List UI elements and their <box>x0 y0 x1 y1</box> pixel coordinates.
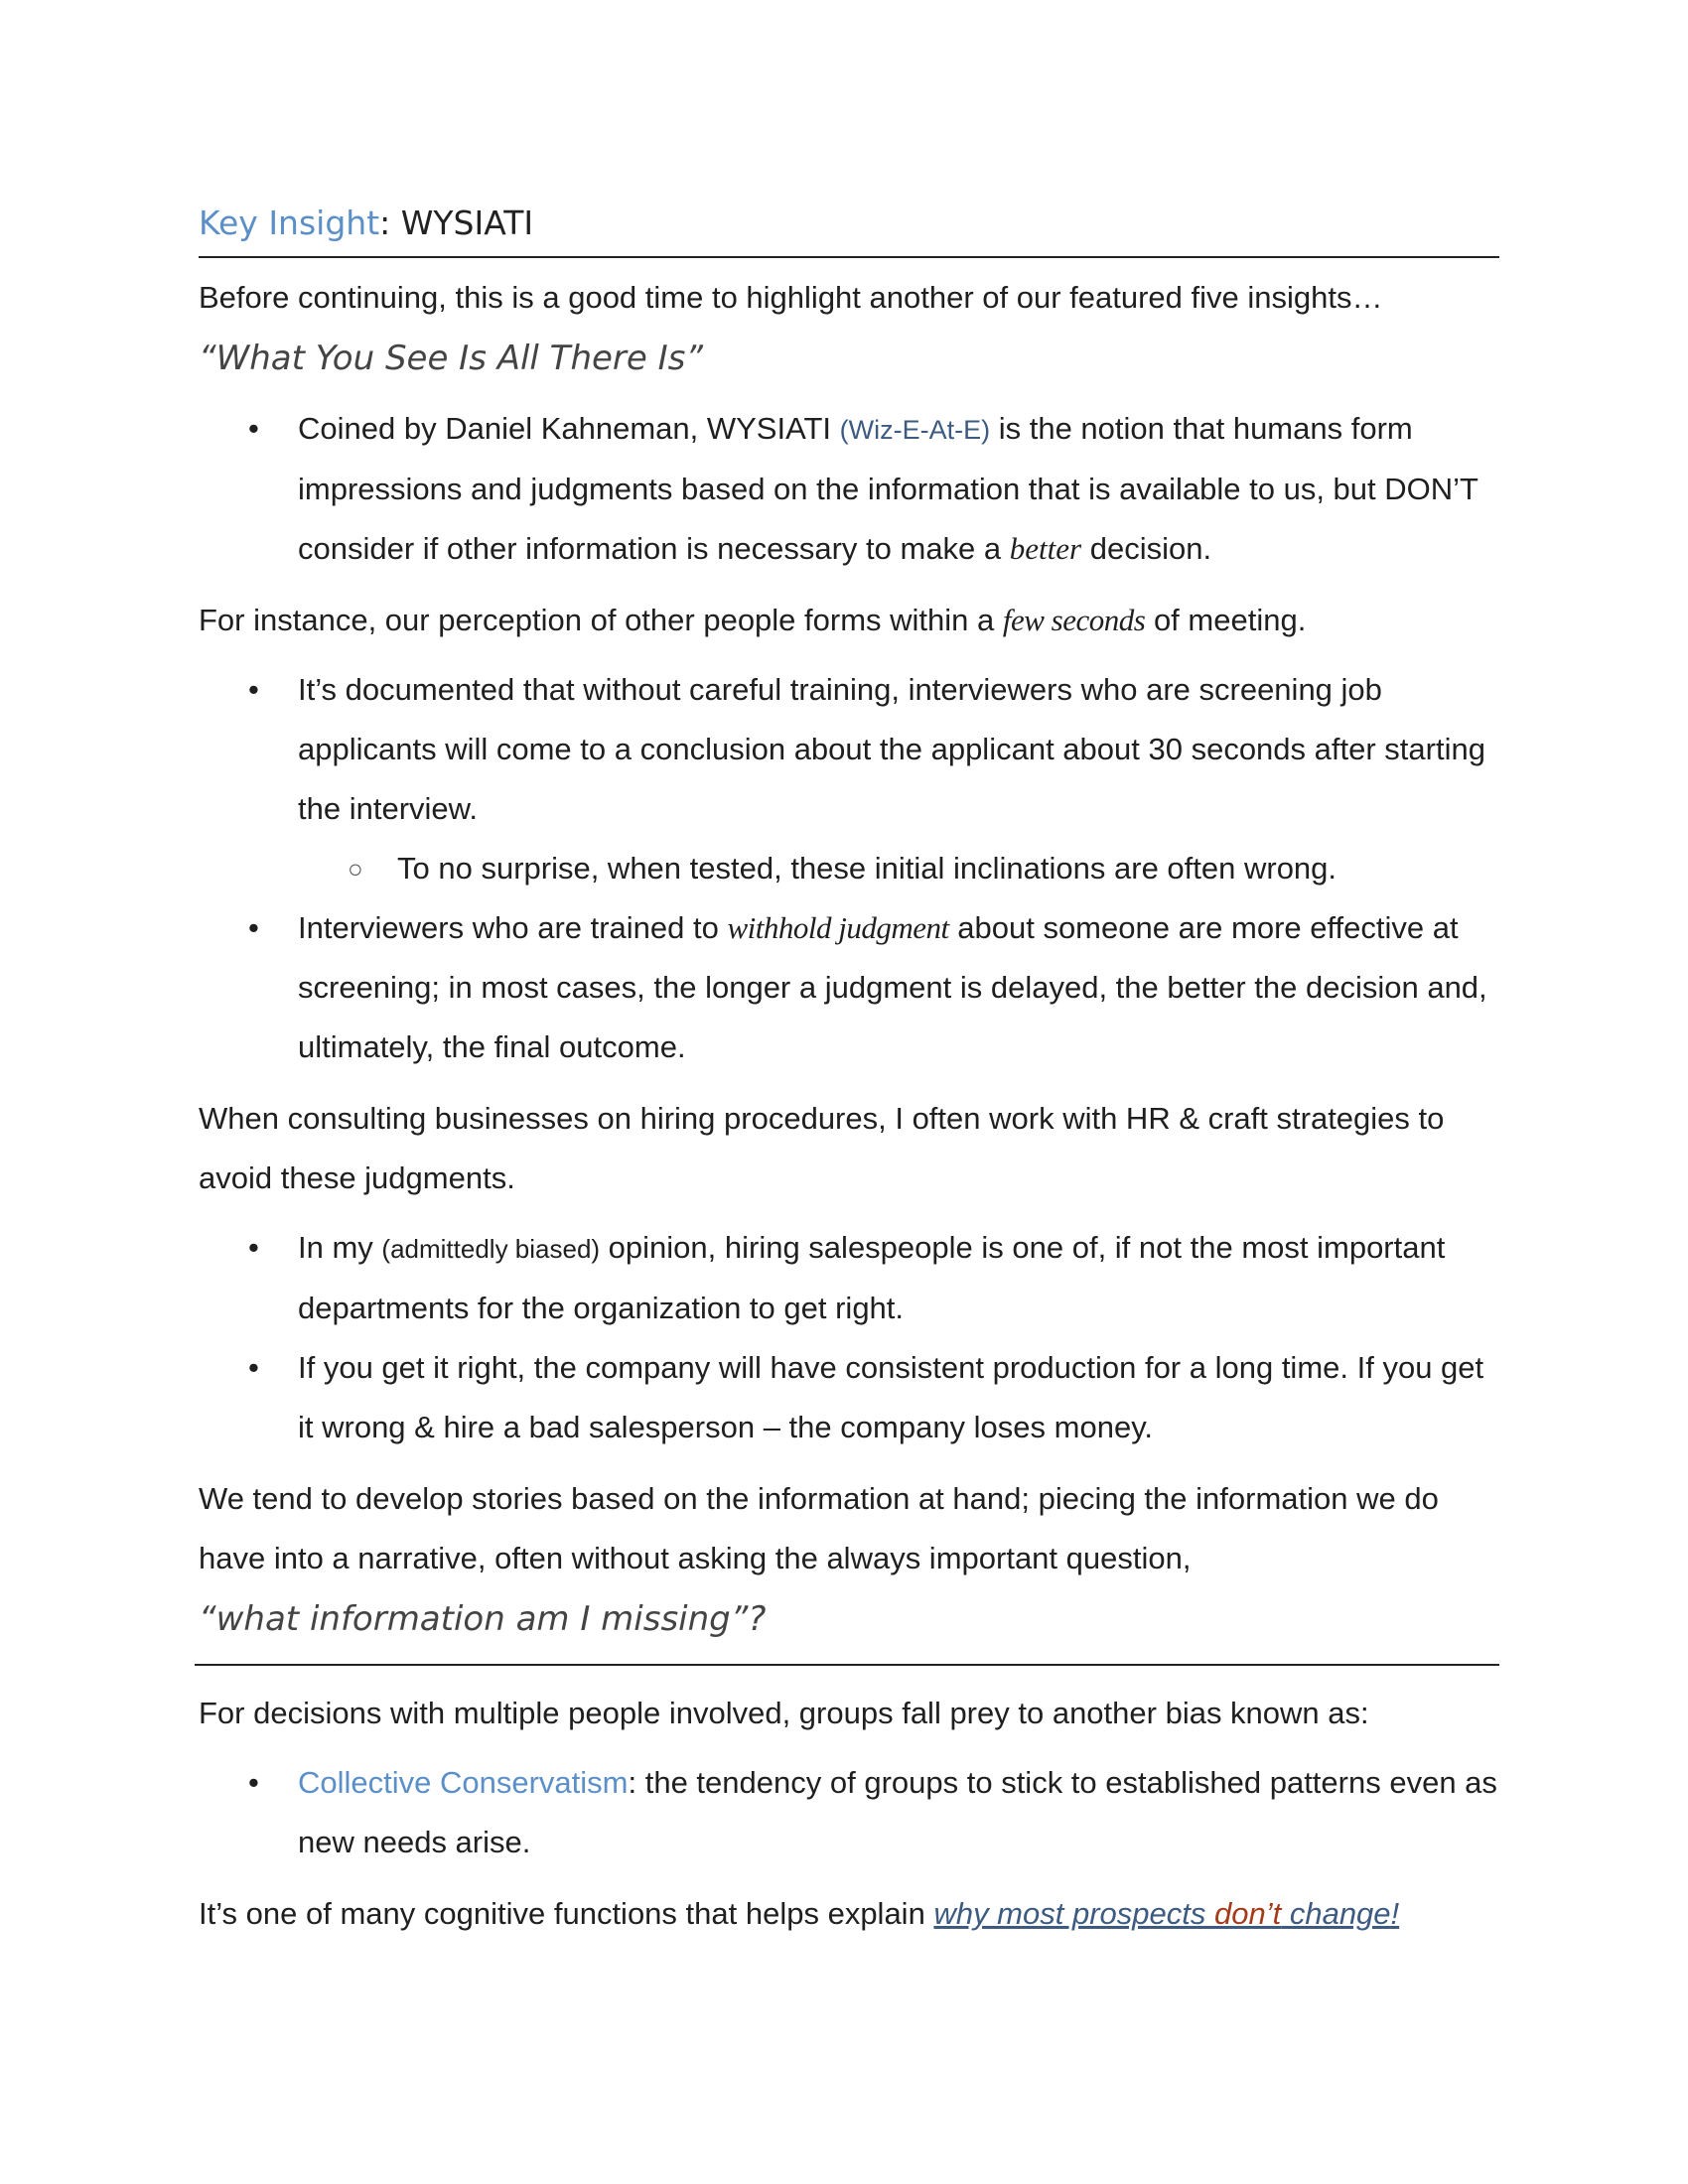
document-page <box>199 199 1499 1944</box>
intro-paragraph: Before continuing, this is a good time to highlight another of our featured five insights… <box>199 280 1383 315</box>
emphasis: withhold judgment <box>727 910 949 945</box>
list-item <box>199 1753 1499 1872</box>
section-heading <box>199 199 1499 258</box>
bullet-list-4 <box>199 1753 1499 1872</box>
bullet-icon: • <box>248 411 259 446</box>
list-item <box>199 399 1499 579</box>
bullet-text: : the tendency of groups to stick to established patterns even as new needs arise. <box>298 1765 1497 1859</box>
link-text: why most prospects <box>933 1896 1214 1931</box>
bullet-text: It’s documented that without careful training, interviewers who are screening job applicants will come to a conclusion about the applicant about 30 seconds after starting the interview. <box>298 672 1485 826</box>
bullet-text: Interviewers who are trained to <box>298 910 728 945</box>
heading-separator: : <box>379 204 401 242</box>
bullet-text: about someone are more effective at screening; in most cases, the longer a judgment is delayed, the better the decision and, ultimately, the final outcome. <box>298 910 1487 1064</box>
aside: (admittedly biased) <box>381 1234 601 1264</box>
bullet-icon: • <box>248 1350 259 1385</box>
paragraph-consulting: When consulting businesses on hiring procedures, I often work with HR & craft strategies to avoid these judgments. <box>199 1101 1445 1195</box>
bullet-icon: • <box>248 910 259 945</box>
heading-accent: Key Insight <box>199 204 380 242</box>
bullet-text: opinion, hiring salespeople is one of, if not the most important departments for the organization to get right. <box>298 1230 1446 1325</box>
paragraph-stories: We tend to develop stories based on the information at hand; piecing the information we do have into a narrative, often without asking the always important question, <box>199 1481 1439 1575</box>
bullet-icon: • <box>248 1230 259 1265</box>
bullet-list-3 <box>199 1218 1499 1457</box>
quote-wysiati: “What You See Is All There Is” <box>199 339 703 378</box>
link-text-emphasis: don’t <box>1213 1896 1282 1931</box>
bullet-icon: • <box>248 1765 259 1800</box>
link-text: change <box>1281 1896 1391 1931</box>
closing-paragraph <box>199 1884 1499 1944</box>
bullet-text: Coined by Daniel Kahneman, WYSIATI <box>298 411 840 446</box>
prospects-link[interactable] <box>933 1896 1399 1931</box>
closing-text: It’s one of many cognitive functions that helps explain <box>199 1896 934 1931</box>
circle-bullet-icon: ○ <box>348 854 363 884</box>
sub-list-item <box>298 839 1499 898</box>
paragraph-text: For instance, our perception of other people forms within a <box>199 603 1003 637</box>
bullet-text: If you get it right, the company will have consistent production for a long time. If you get it wrong & hire a bad salesperson – the company loses money. <box>298 1350 1484 1444</box>
emphasis: better <box>1009 531 1082 566</box>
emphasis: few seconds <box>1002 603 1146 637</box>
link-text: ! <box>1390 1896 1400 1931</box>
bullet-text: decision. <box>1081 531 1212 566</box>
heading-title: WYSIATI <box>400 204 534 242</box>
list-item <box>199 660 1499 898</box>
sub-bullet-text: To no surprise, when tested, these initial inclinations are often wrong. <box>397 851 1337 886</box>
paragraph-perception <box>199 591 1499 650</box>
bullet-list-2 <box>199 660 1499 1077</box>
divider <box>195 1664 1499 1666</box>
list-item <box>199 898 1499 1077</box>
list-item <box>199 1338 1499 1457</box>
bullet-text: In my <box>298 1230 382 1265</box>
paragraph-text: of meeting. <box>1145 603 1307 637</box>
sub-list <box>298 839 1499 898</box>
list-item <box>199 1218 1499 1338</box>
pronunciation: (Wiz-E-At-E) <box>839 415 991 445</box>
bullet-list-1 <box>199 399 1499 579</box>
quote-missing: “what information am I missing”? <box>199 1599 767 1639</box>
bullet-icon: • <box>248 672 259 707</box>
term-collective-conservatism: Collective Conservatism <box>298 1765 629 1800</box>
paragraph-groups: For decisions with multiple people involved, groups fall prey to another bias known as: <box>199 1696 1369 1730</box>
bullet-text: is the notion that humans form impressions and judgments based on the information that is available to us, but DON’T consider if other information is necessary to make a <box>298 411 1478 566</box>
